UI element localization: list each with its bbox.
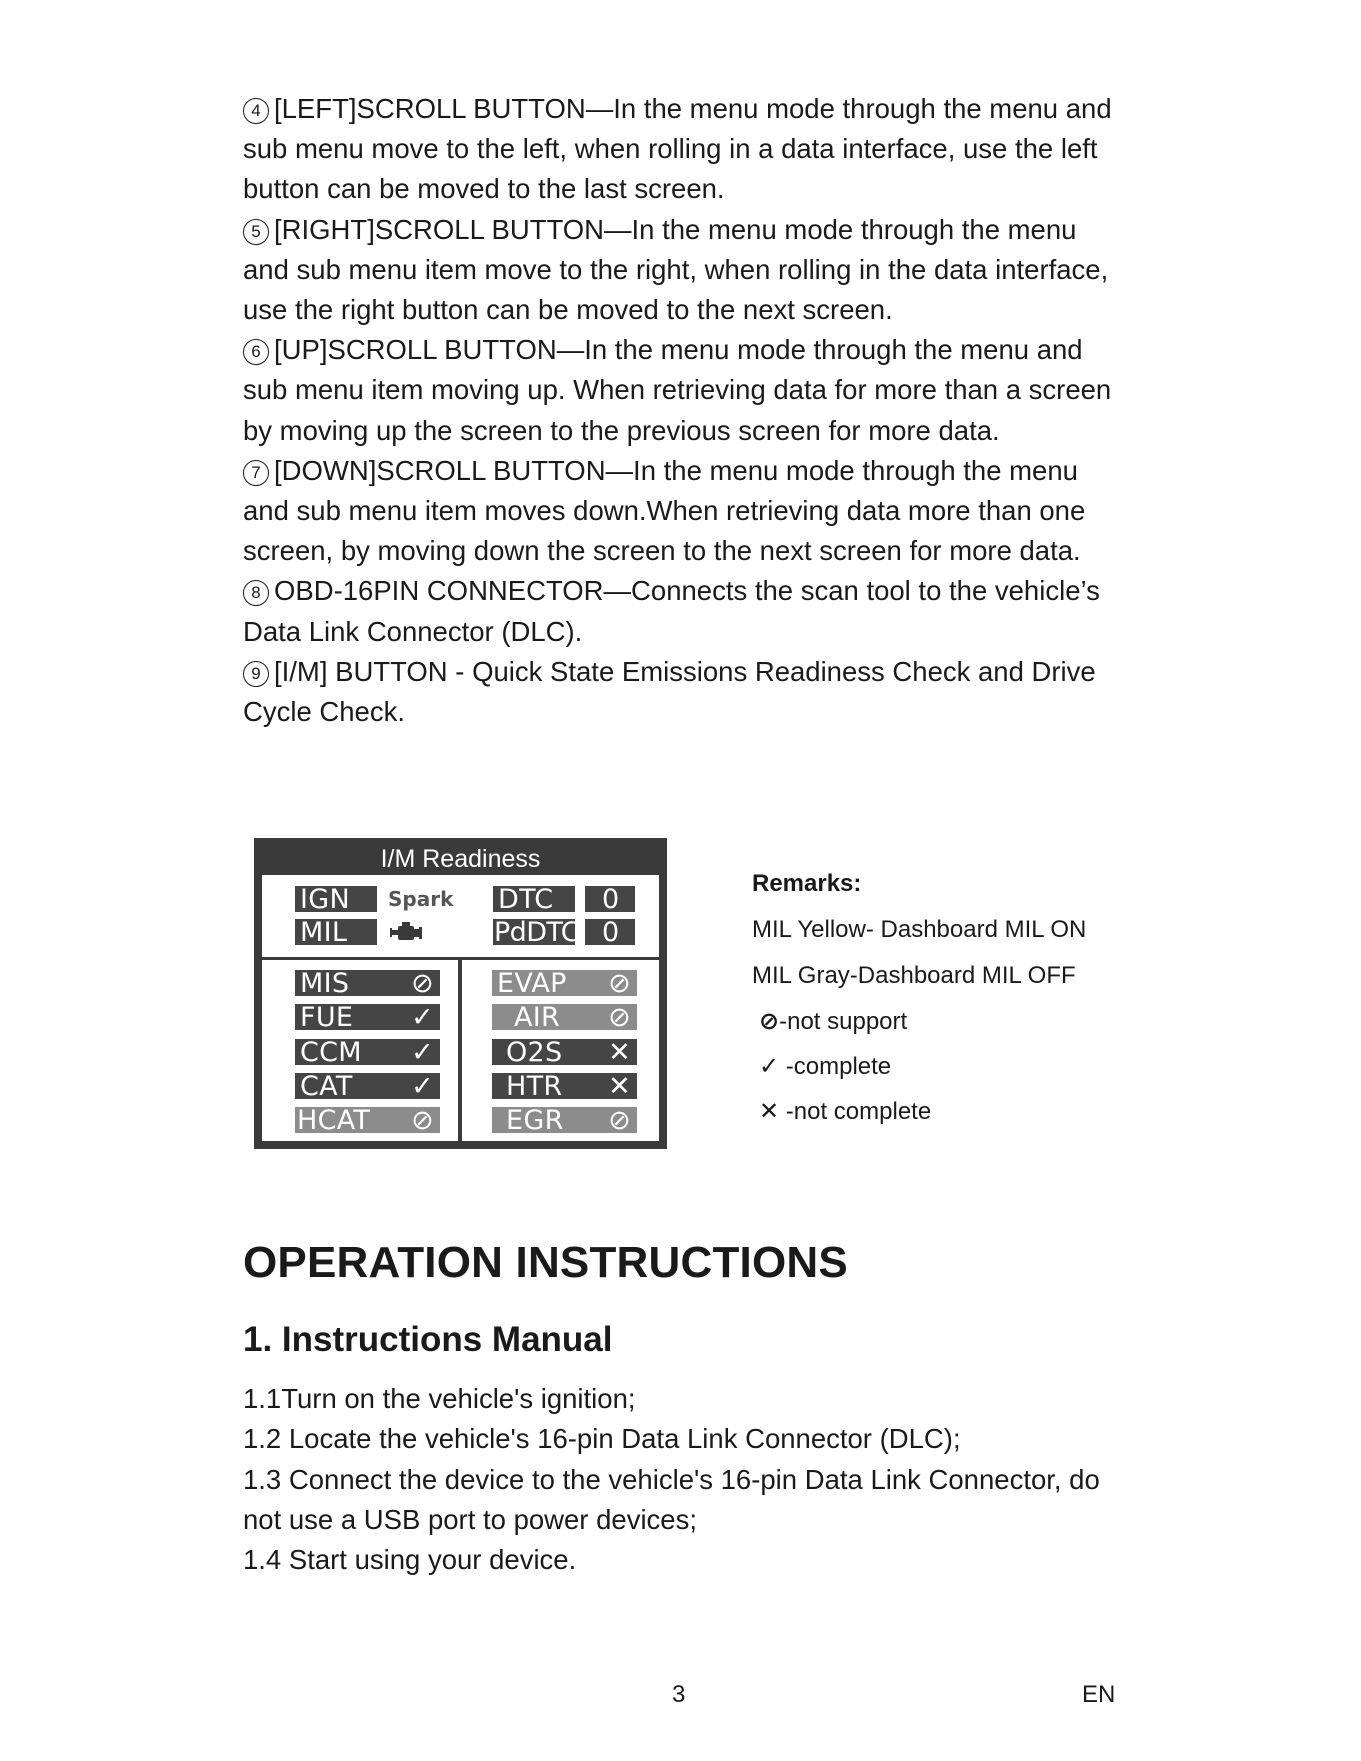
monitor-label: CAT (300, 1071, 353, 1102)
im-readiness-screen (254, 838, 667, 1149)
check-icon: ✓ (411, 1037, 434, 1068)
monitor-label: MIS (300, 968, 350, 999)
not-supported-icon: ⊘ (759, 1008, 780, 1035)
monitor-label: HTR (506, 1071, 563, 1102)
cross-icon: ✕ (608, 1037, 631, 1068)
ign-tag: IGN (295, 886, 377, 912)
cross-icon: ✕ (608, 1071, 631, 1102)
monitor-row (492, 968, 637, 999)
monitor-row (492, 1105, 637, 1136)
monitor-row (295, 968, 440, 999)
circled-number: 4 (243, 98, 269, 124)
instruction-steps (243, 1379, 1143, 1580)
pddtc-tag: PdDTC (494, 917, 579, 948)
paragraph-up-button (243, 330, 1123, 451)
circled-number: 7 (243, 460, 269, 486)
ign-value: Spark (388, 887, 454, 911)
not-supported-icon: ⊘ (411, 968, 434, 999)
screen-title: I/M Readiness (380, 845, 541, 873)
paragraph-text: [UP]SCROLL BUTTON—In the menu mode through the menu and sub menu item moving up. When retrieving data for more than a screen by moving up the screen to the previous screen for more data. (243, 334, 1112, 446)
monitor-row (295, 1037, 440, 1068)
monitor-row (492, 1037, 637, 1068)
page-number: 3 (672, 1681, 686, 1708)
check-icon: ✓ (411, 1071, 434, 1102)
monitor-label: FUE (300, 1002, 354, 1033)
subsection-heading: 1. Instructions Manual (243, 1320, 613, 1359)
remark-line (759, 1007, 907, 1036)
remark-line (759, 1052, 891, 1081)
circled-number: 8 (243, 580, 269, 606)
monitor-row (492, 1002, 637, 1033)
paragraph-right-button (243, 210, 1123, 331)
remark-line (752, 916, 1086, 944)
left-monitor-panel (262, 960, 458, 1141)
remark-text: MIL Gray-Dashboard MIL OFF (752, 962, 1076, 989)
remark-line (759, 1097, 931, 1126)
circled-number: 6 (243, 339, 269, 365)
paragraph-text: OBD-16PIN CONNECTOR—Connects the scan tool to the vehicle’s Data Link Connector (DLC). (243, 575, 1100, 647)
section-heading: OPERATION INSTRUCTIONS (243, 1238, 848, 1287)
monitor-row (492, 1071, 637, 1102)
paragraph-text: [RIGHT]SCROLL BUTTON—In the menu mode through the menu and sub menu item move to the right, when rolling in the data interface, use the right button can be moved to the next screen. (243, 213, 1109, 326)
monitor-label: O2S (506, 1037, 563, 1068)
check-icon: ✓ (411, 1002, 434, 1033)
dtc-tag: DTC (493, 886, 575, 912)
right-monitor-panel (462, 960, 659, 1141)
paragraph-text: [DOWN]SCROLL BUTTON—In the menu mode through the menu and sub menu item moves down.When retrieving data more than one screen, by moving down the screen to the next screen for more data. (243, 454, 1086, 567)
remark-text: -not complete (785, 1098, 932, 1125)
monitor-label: EGR (506, 1105, 564, 1136)
monitor-row (295, 1071, 440, 1102)
paragraph-left-button (243, 89, 1123, 210)
not-supported-icon: ⊘ (608, 968, 631, 999)
remark-text: MIL Yellow- Dashboard MIL ON (752, 916, 1087, 943)
remark-line (752, 962, 1076, 990)
pddtc-count: 0 (585, 919, 635, 945)
monitor-label: HCAT (297, 1105, 371, 1136)
language-label: EN (1082, 1681, 1116, 1708)
mil-tag: MIL (295, 919, 377, 945)
paragraph-text: [LEFT]SCROLL BUTTON—In the menu mode through the menu and sub menu move to the left, when rolling in a data interface, use the left button can be moved to the last screen. (243, 93, 1112, 205)
monitor-label: AIR (514, 1002, 561, 1033)
step-item: 1.3 Connect the device to the vehicle's 16-pin Data Link Connector, do not use a USB port to power devices; (243, 1463, 1100, 1535)
step-item: 1.2 Locate the vehicle's 16-pin Data Link Connector (DLC); (243, 1423, 961, 1455)
check-icon: ✓ (759, 1053, 780, 1080)
monitor-label: EVAP (497, 968, 567, 999)
remarks-title: Remarks: (752, 870, 862, 897)
not-supported-icon: ⊘ (411, 1105, 434, 1136)
monitor-label: CCM (300, 1037, 362, 1068)
dtc-count: 0 (585, 886, 635, 912)
remark-text: -not support (779, 1008, 908, 1035)
cross-icon: ✕ (759, 1098, 780, 1125)
paragraph-text: [I/M] BUTTON - Quick State Emissions Readiness Check and Drive Cycle Check. (243, 655, 1096, 728)
paragraph-im-button (243, 652, 1123, 732)
paragraph-obd-connector (243, 571, 1123, 651)
monitor-row (295, 1105, 440, 1136)
remark-text: -complete (785, 1053, 892, 1080)
status-panel (262, 875, 659, 957)
button-descriptions (243, 89, 1123, 732)
paragraph-down-button (243, 451, 1123, 572)
monitor-row (295, 1002, 440, 1033)
not-supported-icon: ⊘ (608, 1105, 631, 1136)
step-item: 1.1Turn on the vehicle's ignition; (243, 1383, 636, 1414)
circled-number: 5 (243, 219, 269, 245)
not-supported-icon: ⊘ (608, 1002, 631, 1033)
engine-icon (390, 920, 424, 944)
step-item: 1.4 Start using your device. (243, 1544, 577, 1576)
circled-number: 9 (243, 661, 269, 687)
